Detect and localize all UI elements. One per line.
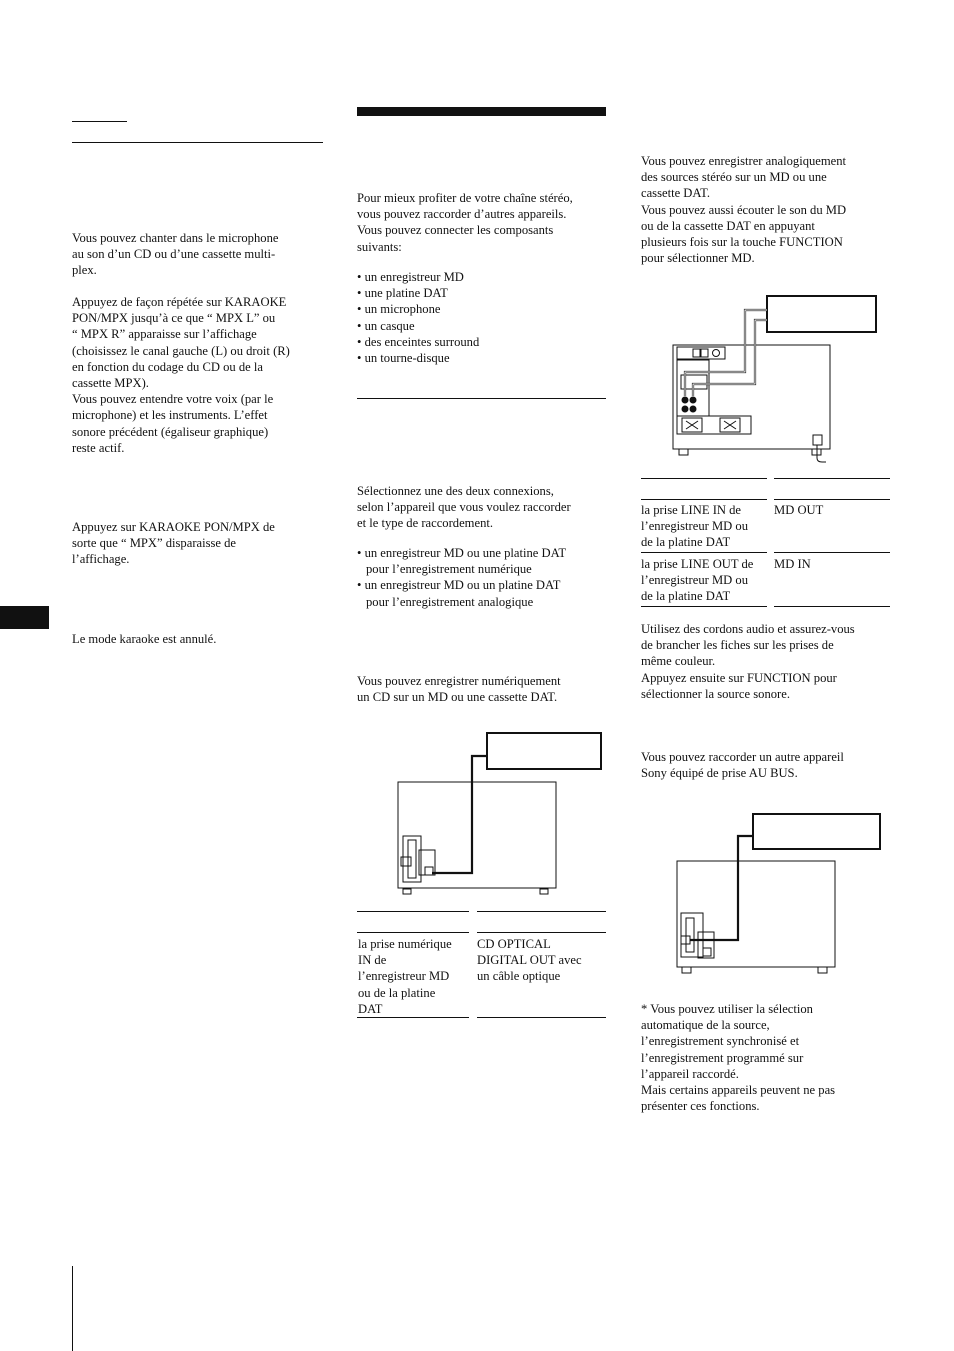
option-label: un enregistreur MD ou une platine DAT pour l’enregistrement numérique <box>364 546 567 577</box>
list-item: • une platine DAT <box>357 286 448 301</box>
component-label: un tourne-disque <box>364 351 450 366</box>
component-label: un casque <box>364 318 415 333</box>
karaoke-step2-text: Appuyez sur KARAOKE PON/MPX de sorte que “ MPX” disparaisse de l’affichage. <box>72 520 275 567</box>
list-item: • un enregistreur MD ou une platine DAT pour l’enregistrement numérique <box>357 546 567 577</box>
list-item: • un casque <box>357 318 415 333</box>
option-label: un enregistreur MD ou un platine DAT pour l’enregistrement analogique <box>364 578 561 609</box>
list-item: • un enregistreur MD ou un platine DAT pour l’enregistrement analogique <box>357 578 561 609</box>
list-item: • un enregistreur MD <box>357 270 464 284</box>
list-item: • un tourne-disque <box>357 351 450 366</box>
analog-intro-text: Vous pouvez enregistrer analogiquement des sources stéréo sur un MD ou une cassette DAT. Vous pouvez aussi écouter le son du MD ou de la cassette DAT en appuyant plusieurs fois sur la touche FUNCTION pour sélectionner MD. <box>641 154 847 266</box>
footnote-text: * Vous pouvez utiliser la sélection automatique de la source, l’enregistrement synchronisé et l’enregistrement programmé sur l’appareil raccordé. Mais certains appareils peuvent ne pas présenter ces fonctions. <box>641 1002 836 1114</box>
sony-component-box <box>753 814 880 849</box>
list-item: • des enceintes surround <box>357 334 480 349</box>
select-connection-text: Sélectionnez une des deux connexions, selon l’appareil que vous voulez raccorder et le type de raccordement. <box>357 484 571 531</box>
karaoke-intro-text: Vous pouvez chanter dans le microphone au son d’un CD ou d’une cassette multi- plex. <box>72 231 279 278</box>
analog-table-cell: la prise LINE IN de l’enregistreur MD ou de la platine DAT <box>641 503 749 550</box>
digital-table-cell: CD OPTICAL DIGITAL OUT avec un câble optique <box>477 937 582 984</box>
list-item: • un microphone <box>357 302 441 317</box>
digital-table-cell: la prise numérique IN de l’enregistreur MD ou de la platine DAT <box>358 937 452 1016</box>
analog-table-cell: MD IN <box>774 557 811 571</box>
main-unit-outline <box>677 861 835 967</box>
analog-table-cell: la prise LINE OUT de l’enregistreur MD ou de la platine DAT <box>641 557 754 604</box>
au-bus-text: Vous pouvez raccorder un autre appareil Sony équipé de prise AU BUS. <box>641 750 844 781</box>
karaoke-step1-text: Appuyez de façon répétée sur KARAOKE PON/MPX jusqu’à ce que “ MPX L” ou “ MPX R” apparaisse sur l’affichage (choisissez le canal gauche (L) ou droit (R) en fonction du codage du CD ou de la cassette MPX). Vous pouvez entendre votre voix (par le microphone) et les instruments. L’effet sonore précédent (égaliseur graphique) reste actif. <box>72 295 290 455</box>
analog-table-cell: MD OUT <box>774 503 824 517</box>
au-bus-cable <box>690 836 753 940</box>
component-label: un enregistreur MD <box>364 270 464 284</box>
digital-recording-text: Vous pouvez enregistrer numériquement un CD sur un MD ou une cassette DAT. <box>357 674 561 705</box>
component-label: des enceintes surround <box>364 334 480 349</box>
karaoke-result-text: Le mode karaoke est annulé. <box>72 632 217 646</box>
component-label: une platine DAT <box>364 286 448 301</box>
au-bus-jack <box>703 948 711 956</box>
connections-intro-text: Pour mieux profiter de votre chaîne stéréo, vous pouvez raccorder d’autres appareils. Vous pouvez connecter les composants suivants: <box>357 191 573 254</box>
audio-cords-text: Utilisez des cordons audio et assurez-vous de brancher les fiches sur les prises de même couleur. Appuyez ensuite sur FUNCTION pour sélectionner la source sonore. <box>641 622 855 701</box>
component-label: un microphone <box>364 302 441 317</box>
